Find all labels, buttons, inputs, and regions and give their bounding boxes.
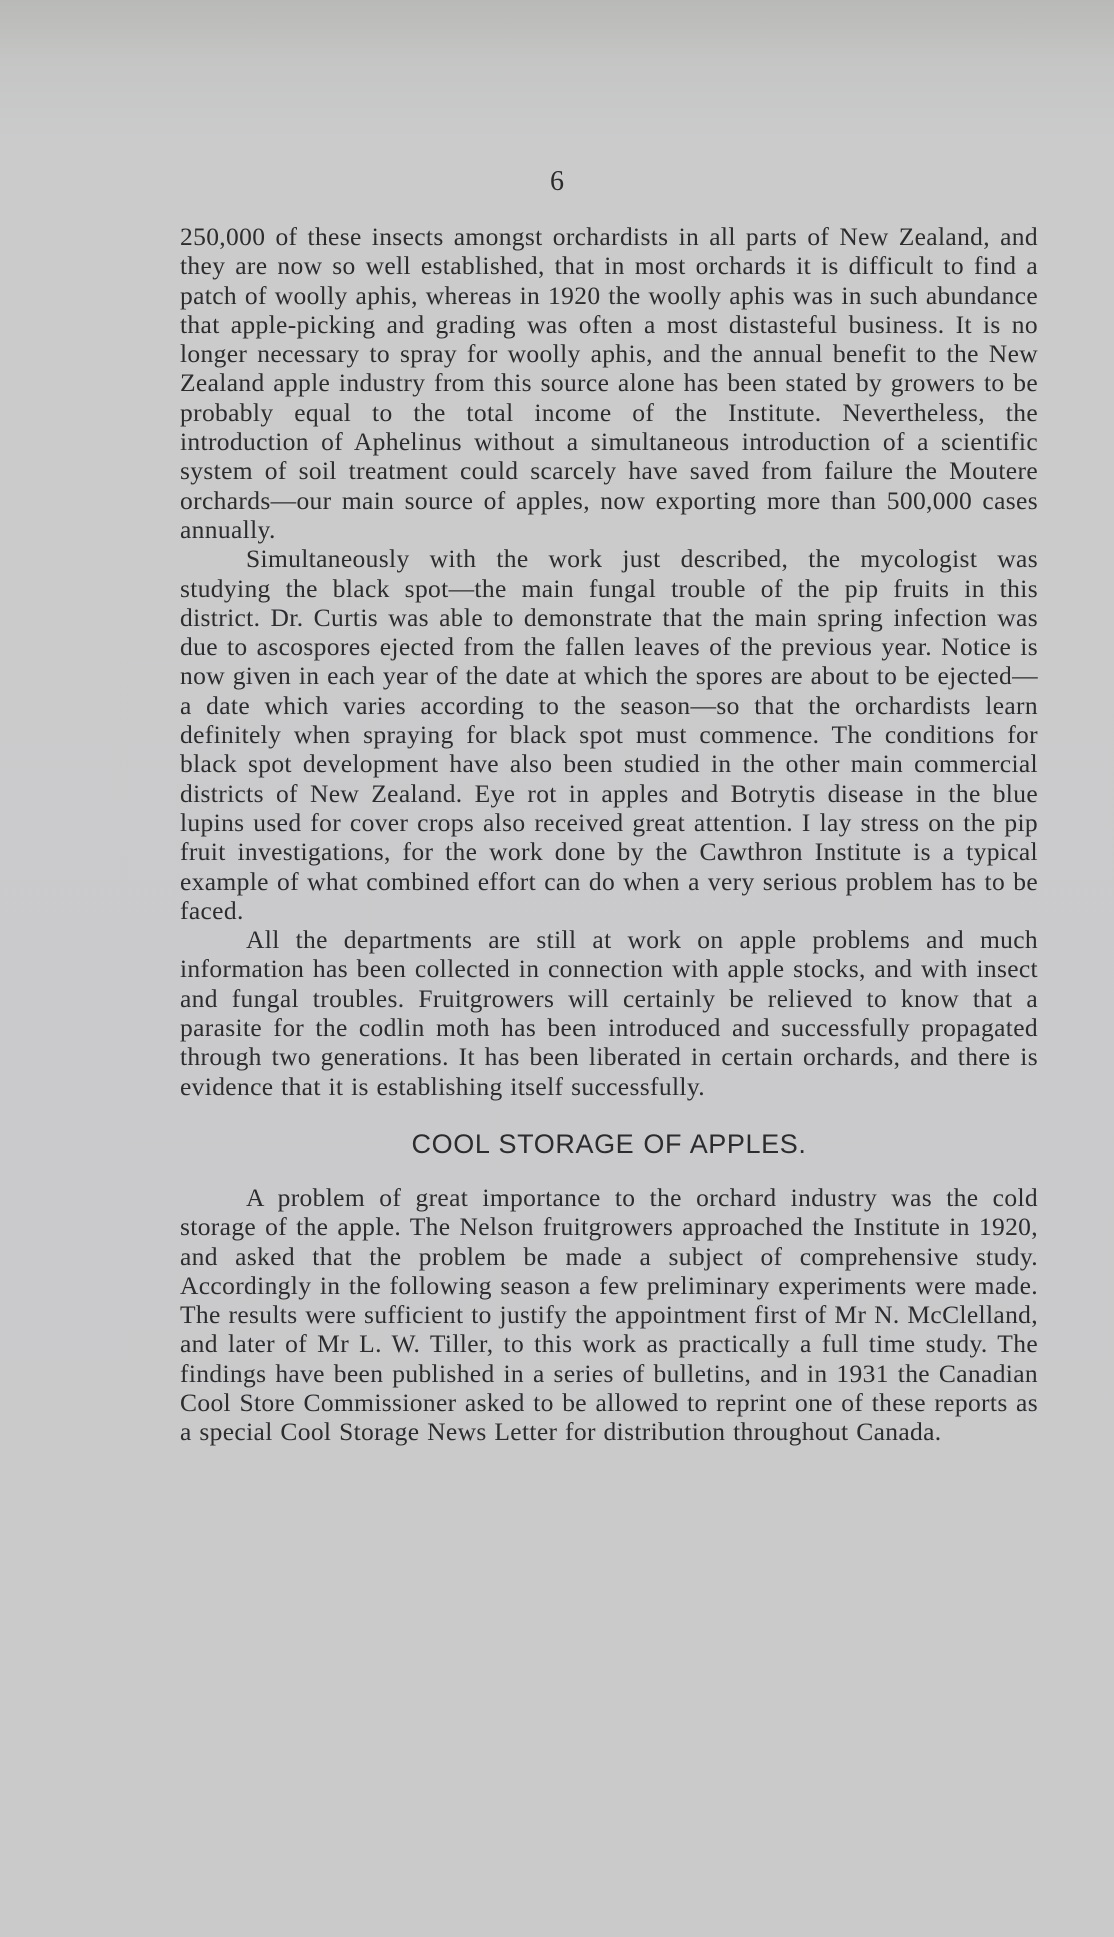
paragraph-black-spot: Simultaneously with the work just described, the mycologist was studying the black spot—the main fungal trouble of the pip fruits in this district. Dr. Curtis was able to demonstrate that the main spring infection was due to ascospores ejected from the fallen leaves of the previous year. Notice is now given in each year of the date at which the spores are about to be ejected—a date which varies according to the season—so that the orchardists learn definitely when spraying for black spot must commence. The conditions for black spot development have also been studied in the other main commercial districts of New Zealand. Eye rot in apples and Botrytis disease in the blue lupins used for cover crops also received great attention. I lay stress on the pip fruit investigations, for the work done by the Cawthron Institute is a typical example of what combined effort can do when a very serious problem has to be faced.	[180, 544, 1038, 925]
page-number: 6	[550, 166, 564, 197]
paragraph-cool-storage: A problem of great importance to the orchard industry was the cold storage of the apple. The Nelson fruitgrowers approached the Institute in 1920, and asked that the problem be made a subject of comprehensive study. Accordingly in the following season a few preliminary experiments were made. The results were sufficient to justify the appointment first of Mr N. McClelland, and later of Mr L. W. Tiller, to this work as practically a full time study. The findings have been published in a series of bulletins, and in 1931 the Canadian Cool Store Commissioner asked to be allowed to reprint one of these reports as a special Cool Storage News Letter for distribution throughout Canada.	[180, 1182, 1038, 1447]
body-text	[180, 222, 1038, 1447]
paragraph-continued: 250,000 of these insects amongst orchardists in all parts of New Zealand, and they are now so well established, that in most orchards it is difficult to find a patch of woolly aphis, whereas in 1920 the woolly aphis was in such abundance that apple-picking and grading was often a most distasteful business. It is no longer necessary to spray for woolly aphis, and the annual benefit to the New Zealand apple industry from this source alone has been stated by growers to be probably equal to the total income of the Institute. Nevertheless, the introduction of Aphelinus without a simultaneous introduction of a scientific system of soil treatment could scarcely have saved from failure the Moutere orchards—our main source of apples, now exporting more than 500,000 cases annually.	[180, 222, 1038, 544]
paragraph-apple-problems: All the departments are still at work on apple problems and much information has been collected in connection with apple stocks, and with insect and fungal troubles. Fruitgrowers will certainly be relieved to know that a parasite for the codlin moth has been introduced and successfully propagated through two generations. It has been liberated in certain orchards, and there is evidence that it is establishing itself successfully.	[180, 925, 1038, 1101]
section-heading: COOL STORAGE OF APPLES.	[411, 1128, 807, 1159]
